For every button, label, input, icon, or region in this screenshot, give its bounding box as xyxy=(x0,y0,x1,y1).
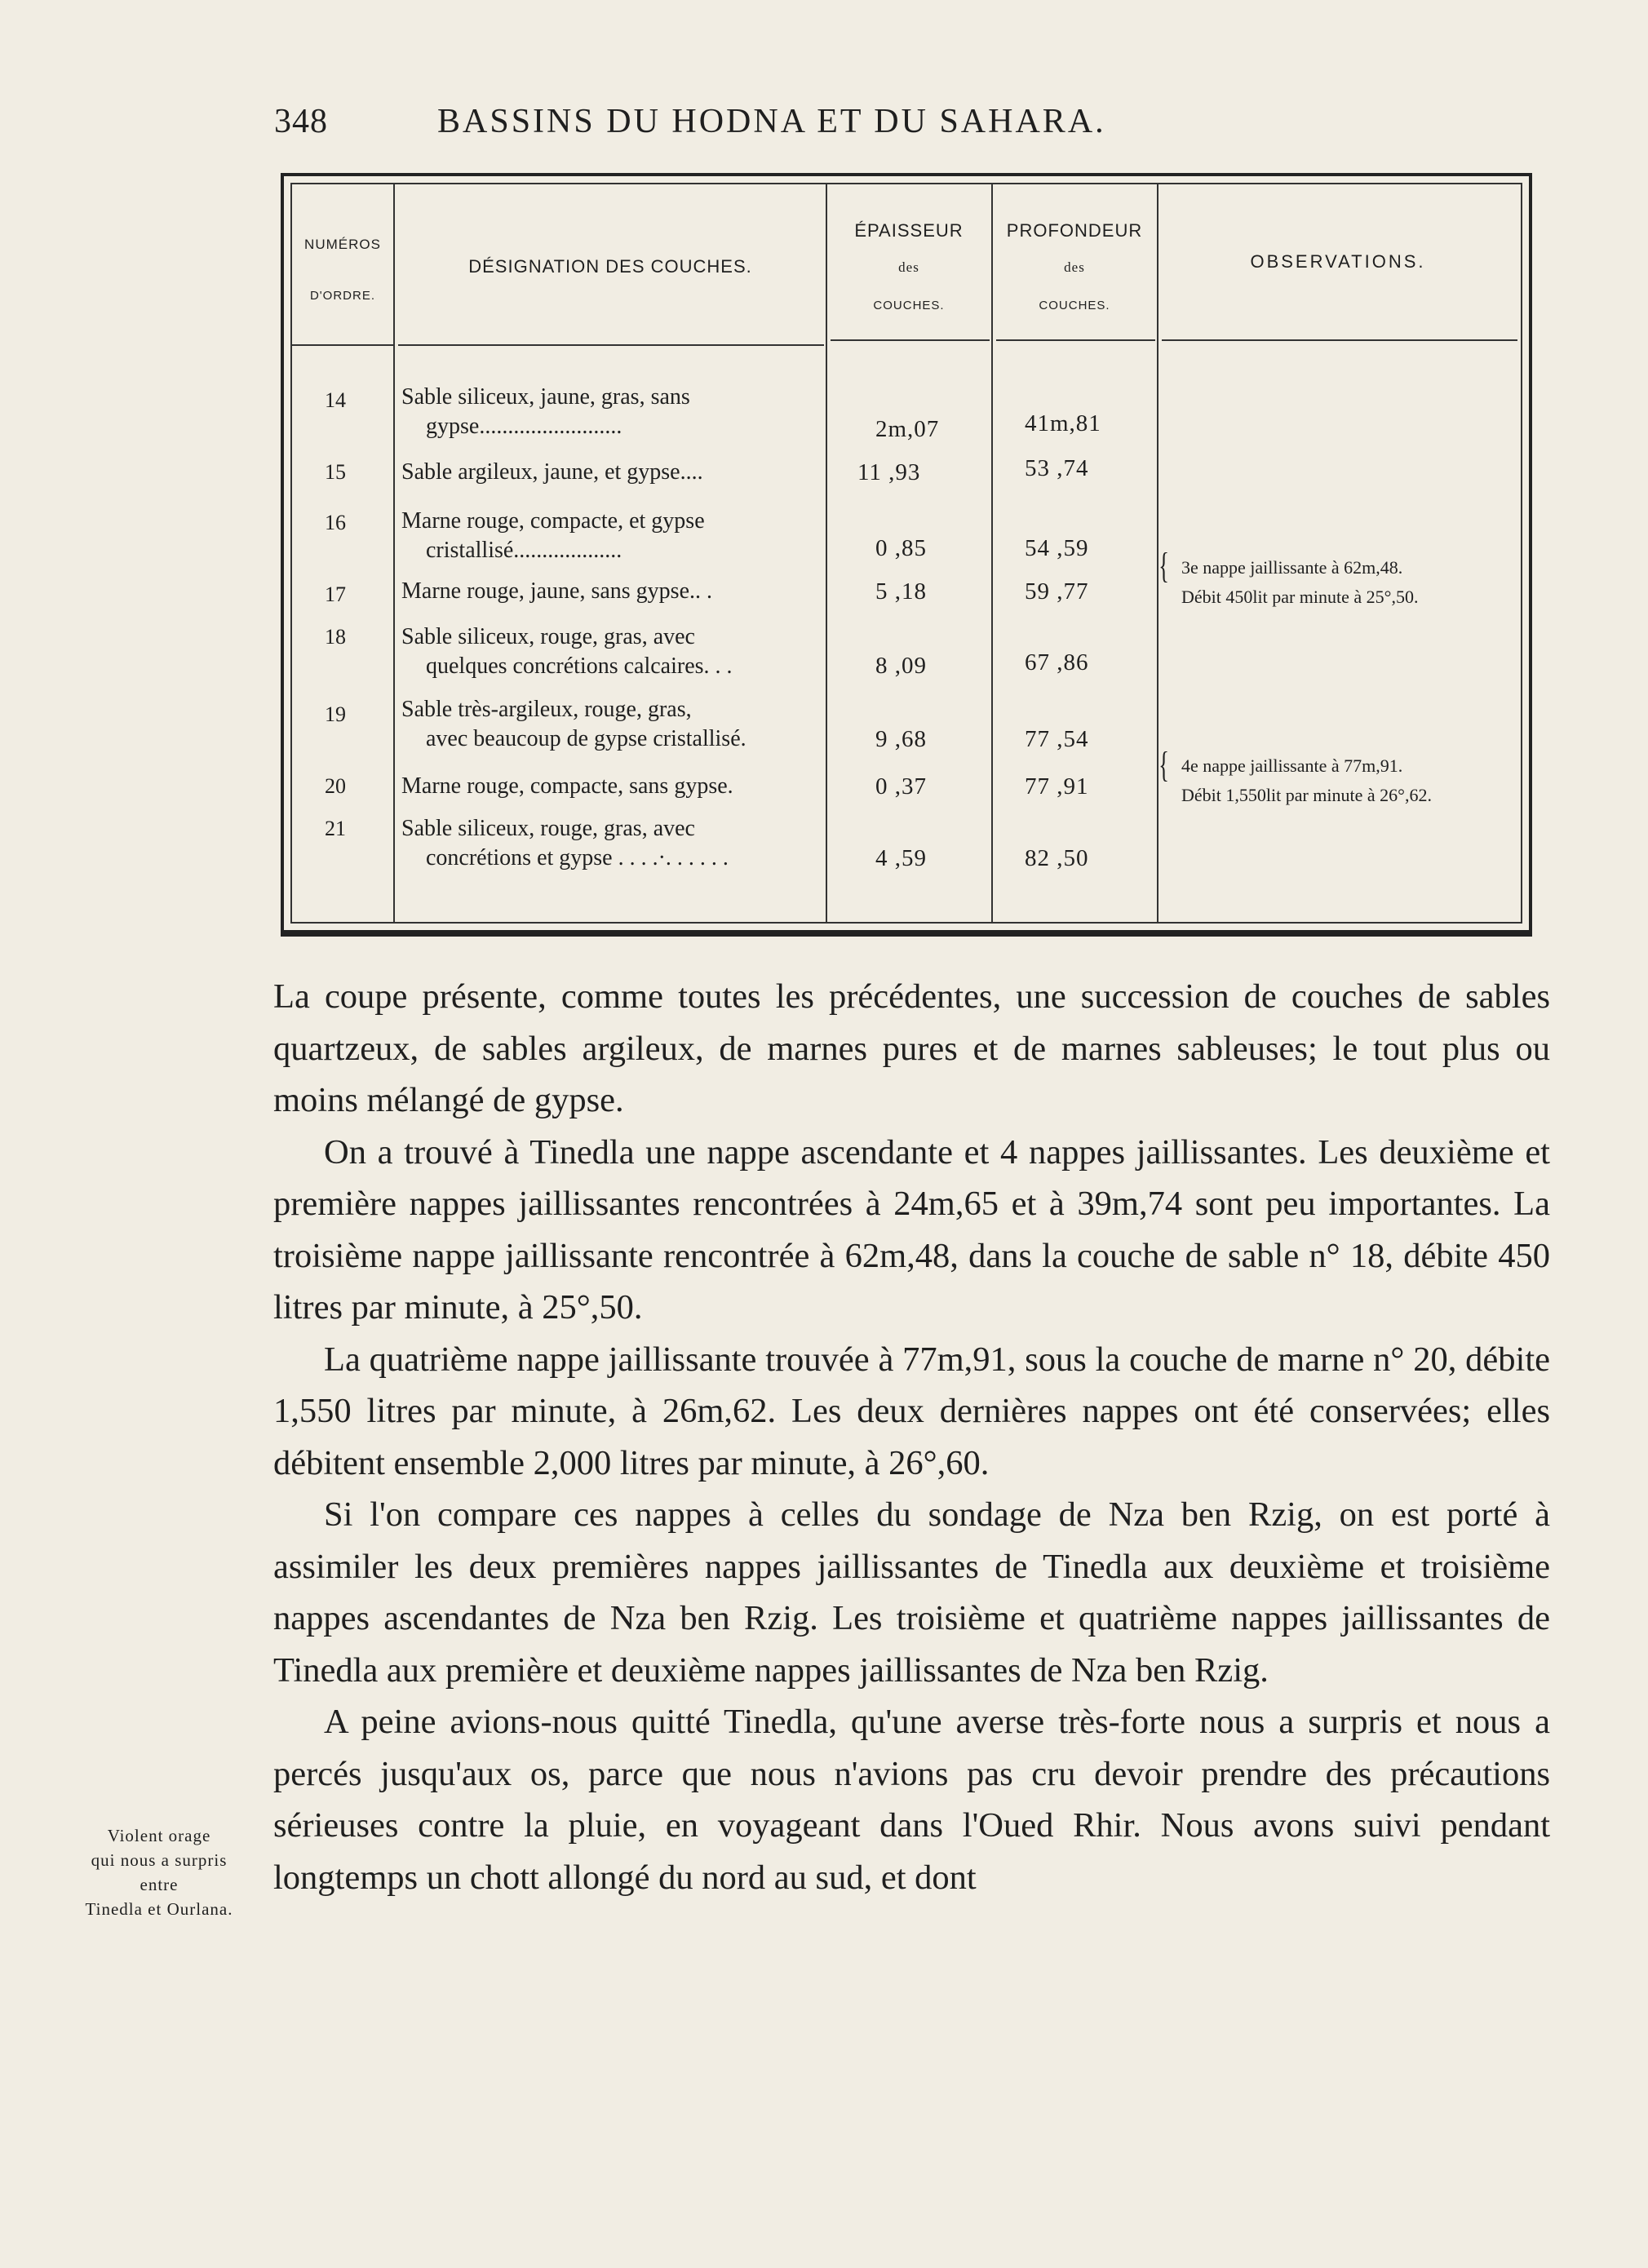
description-line: Marne rouge, compacte, sans gypse. xyxy=(401,773,733,799)
row-number: 18 xyxy=(325,625,346,649)
row-number: 21 xyxy=(325,817,346,840)
header-profondeur: PROFONDEUR xyxy=(1006,220,1143,241)
observation-4-line2: Débit 1,550lit par minute à 26°,62. xyxy=(1181,785,1432,805)
description-line: Sable siliceux, rouge, gras, avec xyxy=(401,624,695,649)
header-epaisseur: ÉPAISSEUR xyxy=(854,220,964,241)
margin-note-line: Violent orage xyxy=(107,1826,211,1845)
row-thickness: 9 ,68 xyxy=(875,726,927,752)
description-line: Marne rouge, compacte, et gypse xyxy=(401,508,705,534)
col-divider xyxy=(826,184,827,922)
row-number: 15 xyxy=(325,460,346,484)
row-depth: 82 ,50 xyxy=(1025,845,1089,871)
paragraph: On a trouvé à Tinedla une nappe ascendante et 4 nappes jaillissantes. Les deuxième et première nappes jaillissantes rencontrées à 24m,65 et à 39m,74 sont peu importantes. La troisième nappe jaillissante rencontrée à 62m,48, dans la couche de sable n° 18, débite 450 litres par minute, à 25°,50. xyxy=(273,1132,1550,1327)
observation-brace: { xyxy=(1158,546,1169,586)
col-divider xyxy=(991,184,993,922)
description-line: Sable très-argileux, rouge, gras, xyxy=(401,697,692,722)
paragraph: La quatrième nappe jaillissante trouvée à 77m,91, sous la couche de marne n° 20, débite 1,550 litres par minute, à 26m,62. Les deux dernières nappes ont été conservées; elles débitent ensemble 2,000 litres par minute, à 26°,60. xyxy=(273,1340,1550,1482)
header-dordre: D'ORDRE. xyxy=(309,289,376,303)
row-thickness: 8 ,09 xyxy=(875,653,927,679)
description-line: gypse......................... xyxy=(426,414,622,439)
row-thickness: 4 ,59 xyxy=(875,845,927,871)
row-number: 16 xyxy=(325,511,346,534)
row-description xyxy=(401,814,817,873)
row-description xyxy=(401,458,817,487)
margin-note xyxy=(65,1823,253,1921)
table-bottom-rule xyxy=(281,933,1532,937)
header-numeros: NUMÉROS xyxy=(304,237,381,252)
row-description xyxy=(401,695,817,754)
header-rule xyxy=(1162,339,1517,341)
header-rule xyxy=(831,339,990,341)
row-thickness: 2m,07 xyxy=(875,416,940,442)
row-number: 17 xyxy=(325,583,346,606)
table-inner-border xyxy=(290,183,1522,924)
header-rule xyxy=(996,339,1155,341)
header-epaisseur-des: des xyxy=(898,259,919,275)
row-number: 20 xyxy=(325,774,346,798)
description-line: Sable siliceux, jaune, gras, sans xyxy=(401,384,690,410)
row-thickness: 0 ,37 xyxy=(875,773,927,800)
header-profondeur-couches: COUCHES. xyxy=(1039,299,1110,312)
row-number: 19 xyxy=(325,702,346,726)
row-depth: 77 ,91 xyxy=(1025,773,1089,800)
observation-4-line1: 4e nappe jaillissante à 77m,91. xyxy=(1181,755,1403,776)
body-text xyxy=(273,971,1550,1903)
description-line: Sable argileux, jaune, et gypse.... xyxy=(401,459,703,485)
description-line: cristallisé................... xyxy=(426,538,622,563)
col-divider xyxy=(393,184,395,922)
observation-3-line1: 3e nappe jaillissante à 62m,48. xyxy=(1181,557,1403,578)
observation-brace: { xyxy=(1158,745,1169,785)
row-depth: 54 ,59 xyxy=(1025,535,1089,561)
row-thickness: 11 ,93 xyxy=(857,459,921,485)
row-number: 14 xyxy=(325,388,346,412)
description-line: Sable siliceux, rouge, gras, avec xyxy=(401,816,695,841)
header-designation: DÉSIGNATION DES COUCHES. xyxy=(468,256,752,277)
row-thickness: 5 ,18 xyxy=(875,578,927,605)
paragraph: La coupe présente, comme toutes les précédentes, une succession de couches de sables quartzeux, de sables argileux, de marnes pures et de marnes sableuses; le tout plus ou moins mélangé de gypse. xyxy=(273,977,1550,1119)
row-depth: 77 ,54 xyxy=(1025,726,1089,752)
row-depth: 53 ,74 xyxy=(1025,455,1089,481)
row-description xyxy=(401,577,817,606)
description-line: quelques concrétions calcaires. . . xyxy=(426,653,733,679)
header-observations: OBSERVATIONS. xyxy=(1250,251,1426,272)
strata-table xyxy=(281,173,1532,933)
header-rule xyxy=(398,344,824,346)
description-line: avec beaucoup de gypse cristallisé. xyxy=(426,726,746,751)
row-description xyxy=(401,622,817,681)
row-description xyxy=(401,772,817,801)
paragraph: A peine avions-nous quitté Tinedla, qu'une averse très-forte nous a surpris et nous a percés jusqu'aux os, parce que nous n'avions pas cru devoir prendre des précautions sérieuses contre la pluie, en voyageant dans l'Oued Rhir. Nous avons suivi pendant longtemps un chott allongé du nord au sud, et dont xyxy=(273,1703,1550,1897)
description-line: Marne rouge, jaune, sans gypse.. . xyxy=(401,578,713,604)
description-line: concrétions et gypse . . . .·. . . . . . xyxy=(426,845,729,870)
header-rule xyxy=(292,344,393,346)
running-head xyxy=(274,102,1531,151)
header-profondeur-des: des xyxy=(1064,259,1085,275)
row-depth: 41m,81 xyxy=(1025,410,1101,436)
row-description xyxy=(401,383,817,441)
margin-note-line: entre xyxy=(140,1875,179,1894)
header-epaisseur-couches: COUCHES. xyxy=(873,299,945,312)
row-depth: 59 ,77 xyxy=(1025,578,1089,605)
observation-3-line2: Débit 450lit par minute à 25°,50. xyxy=(1181,587,1419,607)
page-number: 348 xyxy=(274,103,328,140)
running-title: BASSINS DU HODNA ET DU SAHARA. xyxy=(437,103,1106,140)
row-depth: 67 ,86 xyxy=(1025,649,1089,676)
row-thickness: 0 ,85 xyxy=(875,535,927,561)
row-description xyxy=(401,507,817,565)
paragraph: Si l'on compare ces nappes à celles du sondage de Nza ben Rzig, on est porté à assimiler les deux premières nappes jaillissantes de Tinedla aux deuxième et troisième nappes ascendantes de Nza ben Rzig. Les troisième et quatrième nappes jaillissantes de Tinedla aux première et deuxième nappes jaillissantes de Nza ben Rzig. xyxy=(273,1495,1550,1690)
margin-note-line: qui nous a surpris xyxy=(91,1850,228,1870)
margin-note-line: Tinedla et Ourlana. xyxy=(85,1899,233,1919)
